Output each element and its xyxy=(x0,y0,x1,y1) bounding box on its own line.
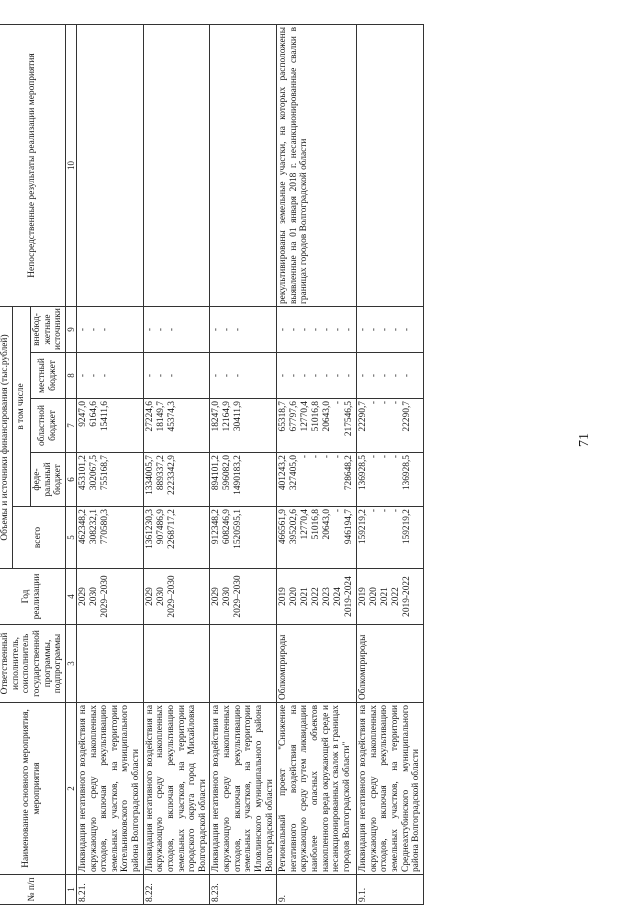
local-cell-value: - xyxy=(380,373,391,378)
row-executor xyxy=(76,625,143,703)
header-executor: Ответственный исполнитель, соисполнитель государственной программы, подпрограммы xyxy=(0,625,65,703)
regional-cell-value: 51016,8 xyxy=(311,401,322,432)
header-total: всего xyxy=(12,507,65,569)
total-cell xyxy=(277,507,357,569)
year-cell-value: 2030 xyxy=(155,587,166,606)
regional-cell-value: 18247,0 xyxy=(211,401,222,432)
index-cell: 1 xyxy=(65,875,76,905)
local-cell-value: - xyxy=(300,373,311,378)
total-cell xyxy=(210,507,277,569)
year-cell-value: 2022 xyxy=(391,587,402,606)
row-number: 8.23. xyxy=(210,875,277,905)
row-result xyxy=(357,25,424,307)
federal-cell-value: 136928,5 xyxy=(358,455,369,491)
year-cell xyxy=(277,569,357,625)
table-row xyxy=(277,25,357,905)
local-cell-value: - xyxy=(391,373,402,378)
row-number: 8.21. xyxy=(76,875,143,905)
row-number: 9. xyxy=(277,875,357,905)
year-cell-value: 2022 xyxy=(311,587,322,606)
local-cell-value: - xyxy=(278,373,289,378)
rotated-table-sheet xyxy=(0,25,588,905)
extra-cell-value: - xyxy=(233,327,244,332)
row-name: Ликвидация негативного воздействия на окружающую среду накопленных отходов, включая рекультивацию земельных участков, на территории Котельниковского муниципального района Волгоградской области xyxy=(76,703,143,875)
total-cell-value: 395202,6 xyxy=(289,509,300,545)
header-extra: внебюд-жетные источники xyxy=(30,307,65,353)
row-result: рекультивированы земельные участки, на которых расположены выявленные на 01 января 2018 г. несанкционированные свалки в границах городов Волгоградской области xyxy=(277,25,357,307)
extra-cell xyxy=(143,307,210,353)
regional-cell-value: 9247,0 xyxy=(77,401,88,427)
year-cell-value: 2029–2030 xyxy=(99,575,110,618)
year-cell xyxy=(210,569,277,625)
federal-cell xyxy=(357,453,424,507)
year-cell-value: 2029–2030 xyxy=(166,575,177,618)
local-cell-value: - xyxy=(155,373,166,378)
regional-cell xyxy=(357,399,424,453)
year-cell-value: 2023 xyxy=(322,587,333,606)
local-cell xyxy=(210,353,277,399)
row-result xyxy=(143,25,210,307)
total-cell-value: 51016,8 xyxy=(311,509,322,540)
regional-cell xyxy=(210,399,277,453)
regional-cell-value: 45374,3 xyxy=(166,401,177,432)
extra-cell-value: - xyxy=(344,327,355,332)
row-executor: Облкомприроды xyxy=(357,625,424,703)
federal-cell-value: 755168,7 xyxy=(99,455,110,491)
index-cell: 9 xyxy=(65,307,76,353)
federal-cell-value: 728648,2 xyxy=(344,455,355,491)
local-cell xyxy=(277,353,357,399)
federal-cell-value: - xyxy=(311,455,322,459)
total-cell xyxy=(76,507,143,569)
extra-cell-value: - xyxy=(211,327,222,332)
total-cell xyxy=(143,507,210,569)
year-cell-value: 2029–2030 xyxy=(233,575,244,618)
extra-cell xyxy=(277,307,357,353)
regional-cell-value: - xyxy=(369,401,380,405)
header-name: Наименование основного мероприятия, мероприятия xyxy=(0,703,65,875)
total-cell-value: 308232,1 xyxy=(88,509,99,545)
federal-cell-value: 136928,5 xyxy=(402,455,413,491)
local-cell-value: - xyxy=(358,373,369,378)
row-executor xyxy=(143,625,210,703)
local-cell-value: - xyxy=(311,373,322,378)
table-row xyxy=(143,25,210,905)
year-cell-value: 2030 xyxy=(222,587,233,606)
total-cell-value: - xyxy=(369,509,380,513)
table-body xyxy=(76,25,423,905)
extra-cell-value: - xyxy=(300,327,311,332)
row-number: 8.22. xyxy=(143,875,210,905)
extra-cell-value: - xyxy=(369,327,380,332)
extra-cell-value: - xyxy=(322,327,333,332)
year-cell xyxy=(143,569,210,625)
total-cell-value: 907486,9 xyxy=(155,509,166,545)
regional-cell-value: 22290,7 xyxy=(358,401,369,432)
total-cell-value: 466561,9 xyxy=(278,509,289,545)
header-results: Непосредственные результаты реализации мероприятия xyxy=(0,25,65,307)
extra-cell-value: - xyxy=(311,327,322,332)
regional-cell-value: 12770,4 xyxy=(300,401,311,432)
year-cell-value: 2019 xyxy=(358,587,369,606)
header-volumes: Объемы и источники финансирования (тыс.рублей) xyxy=(0,307,12,569)
total-cell-value: 12770,4 xyxy=(300,509,311,540)
federal-cell xyxy=(277,453,357,507)
federal-cell-value: 453101,2 xyxy=(77,455,88,491)
year-cell-value: 2029 xyxy=(144,587,155,606)
extra-cell-value: - xyxy=(77,327,88,332)
extra-cell xyxy=(210,307,277,353)
federal-cell-value: - xyxy=(322,455,333,459)
extra-cell-value: - xyxy=(289,327,300,332)
header-federal: феде-ральный бюджет xyxy=(30,453,65,507)
local-cell-value: - xyxy=(77,373,88,378)
year-cell-value: 2019-2024 xyxy=(344,576,355,617)
year-cell xyxy=(357,569,424,625)
federal-cell-value: - xyxy=(300,455,311,459)
total-cell-value: 462348,2 xyxy=(77,509,88,545)
total-cell-value: 770580,3 xyxy=(99,509,110,545)
year-cell-value: 2019-2022 xyxy=(402,576,413,617)
row-result xyxy=(210,25,277,307)
index-cell: 6 xyxy=(65,453,76,507)
year-cell-value: 2020 xyxy=(289,587,300,606)
index-cell: 7 xyxy=(65,399,76,453)
regional-cell-value: 6164,6 xyxy=(88,401,99,427)
extra-cell-value: - xyxy=(380,327,391,332)
federal-cell-value: 401243,2 xyxy=(278,455,289,491)
local-cell-value: - xyxy=(369,373,380,378)
row-result xyxy=(76,25,143,307)
regional-cell-value: - xyxy=(391,401,402,405)
year-cell-value: 2019 xyxy=(278,587,289,606)
table-row xyxy=(357,25,424,905)
federal-cell-value: 2223342,9 xyxy=(166,455,177,495)
index-cell: 10 xyxy=(65,25,76,307)
extra-cell-value: - xyxy=(333,327,344,332)
regional-cell xyxy=(277,399,357,453)
federal-cell-value: 1334005,7 xyxy=(144,455,155,495)
local-cell-value: - xyxy=(233,373,244,378)
year-cell-value: 2021 xyxy=(300,587,311,606)
row-number: 9.1. xyxy=(357,875,424,905)
total-cell-value: - xyxy=(333,509,344,513)
extra-cell-value: - xyxy=(358,327,369,332)
table-row xyxy=(76,25,143,905)
federal-cell xyxy=(210,453,277,507)
local-cell-value: - xyxy=(99,373,110,378)
financing-table xyxy=(0,24,424,905)
year-cell xyxy=(76,569,143,625)
year-cell-value: 2029 xyxy=(211,587,222,606)
federal-cell xyxy=(143,453,210,507)
extra-cell-value: - xyxy=(402,327,413,332)
total-cell-value: 159219,2 xyxy=(358,509,369,545)
federal-cell-value: 596082,0 xyxy=(222,455,233,491)
regional-cell-value: 22290,7 xyxy=(402,401,413,432)
total-cell-value: - xyxy=(380,509,391,513)
extra-cell xyxy=(357,307,424,353)
total-cell-value: 912348,2 xyxy=(211,509,222,545)
regional-cell-value: 67797,6 xyxy=(289,401,300,432)
local-cell-value: - xyxy=(88,373,99,378)
regional-cell-value: 217546,5 xyxy=(344,401,355,437)
total-cell-value: 1520595,1 xyxy=(233,509,244,549)
total-cell-value: - xyxy=(391,509,402,513)
regional-cell xyxy=(143,399,210,453)
extra-cell-value: - xyxy=(278,327,289,332)
regional-cell-value: 65318,7 xyxy=(278,401,289,432)
regional-cell-value: - xyxy=(333,401,344,405)
federal-cell-value: 889337,2 xyxy=(155,455,166,491)
total-cell-value: 608246,9 xyxy=(222,509,233,545)
header-local: местный бюджет xyxy=(30,353,65,399)
extra-cell-value: - xyxy=(222,327,233,332)
federal-cell-value: - xyxy=(391,455,402,459)
regional-cell-value: 15411,6 xyxy=(99,401,110,432)
total-cell-value: 1361230,3 xyxy=(144,509,155,549)
total-cell-value: 159219,2 xyxy=(402,509,413,545)
total-cell-value: 946194,7 xyxy=(344,509,355,545)
header-regional: областной бюджет xyxy=(30,399,65,453)
index-cell: 4 xyxy=(65,569,76,625)
local-cell-value: - xyxy=(333,373,344,378)
extra-cell-value: - xyxy=(155,327,166,332)
table-row xyxy=(210,25,277,905)
index-cell: 5 xyxy=(65,507,76,569)
local-cell-value: - xyxy=(144,373,155,378)
extra-cell xyxy=(76,307,143,353)
federal-cell-value: - xyxy=(333,455,344,459)
regional-cell xyxy=(76,399,143,453)
extra-cell-value: - xyxy=(391,327,402,332)
regional-cell-value: 30411,9 xyxy=(233,401,244,432)
year-cell-value: 2021 xyxy=(380,587,391,606)
federal-cell-value: 1490183,2 xyxy=(233,455,244,495)
row-name: Региональный проект "Снижение негативного воздействия на окружающую среду путем ликвидации наиболее опасных объектов накопленного вреда окружающей среде и несанкционированных свалок в границах городов Волгоградской области" xyxy=(277,703,357,875)
row-name: Ликвидация негативного воздействия на окружающую среду накопленных отходов, включая рекультивацию земельных участков, на территории Среднеахтубинского муниципального района Волгоградской области xyxy=(357,703,424,875)
regional-cell-value: 20643,0 xyxy=(322,401,333,432)
header-incl: в том числе xyxy=(12,307,30,507)
federal-cell-value: - xyxy=(380,455,391,459)
extra-cell-value: - xyxy=(144,327,155,332)
index-row xyxy=(65,25,76,905)
local-cell xyxy=(357,353,424,399)
local-cell-value: - xyxy=(166,373,177,378)
row-executor: Облкомприроды xyxy=(277,625,357,703)
regional-cell-value: 12164,9 xyxy=(222,401,233,432)
federal-cell-value: 327405,0 xyxy=(289,455,300,491)
row-name: Ликвидация негативного воздействия на окружающую среду накопленных отходов, включая рекультивацию земельных участков, на территории городского округа город Михайловка Волгоградской области xyxy=(143,703,210,875)
header-year: Год реализации xyxy=(0,569,65,625)
regional-cell-value: - xyxy=(380,401,391,405)
year-cell-value: 2024 xyxy=(333,587,344,606)
extra-cell-value: - xyxy=(99,327,110,332)
extra-cell-value: - xyxy=(166,327,177,332)
page-number: 71 xyxy=(577,433,592,447)
row-executor xyxy=(210,625,277,703)
index-cell: 8 xyxy=(65,353,76,399)
federal-cell xyxy=(76,453,143,507)
local-cell-value: - xyxy=(402,373,413,378)
header-num: № п/п xyxy=(0,875,65,905)
federal-cell-value: 894101,2 xyxy=(211,455,222,491)
index-cell: 2 xyxy=(65,703,76,875)
federal-cell-value: - xyxy=(369,455,380,459)
local-cell xyxy=(143,353,210,399)
federal-cell-value: 302067,5 xyxy=(88,455,99,491)
year-cell-value: 2029 xyxy=(77,587,88,606)
index-cell: 3 xyxy=(65,625,76,703)
local-cell xyxy=(76,353,143,399)
local-cell-value: - xyxy=(322,373,333,378)
extra-cell-value: - xyxy=(88,327,99,332)
year-cell-value: 2030 xyxy=(88,587,99,606)
year-cell-value: 2020 xyxy=(369,587,380,606)
row-name: Ликвидация негативного воздействия на окружающую среду накопленных отходов, включая рекультивацию земельных участков, на территории Иловлинского муниципального района Волгоградской области xyxy=(210,703,277,875)
local-cell-value: - xyxy=(222,373,233,378)
regional-cell-value: 18149,7 xyxy=(155,401,166,432)
local-cell-value: - xyxy=(344,373,355,378)
local-cell-value: - xyxy=(289,373,300,378)
total-cell-value: 2268717,2 xyxy=(166,509,177,549)
total-cell xyxy=(357,507,424,569)
total-cell-value: 20643,0 xyxy=(322,509,333,540)
local-cell-value: - xyxy=(211,373,222,378)
regional-cell-value: 27224,6 xyxy=(144,401,155,432)
